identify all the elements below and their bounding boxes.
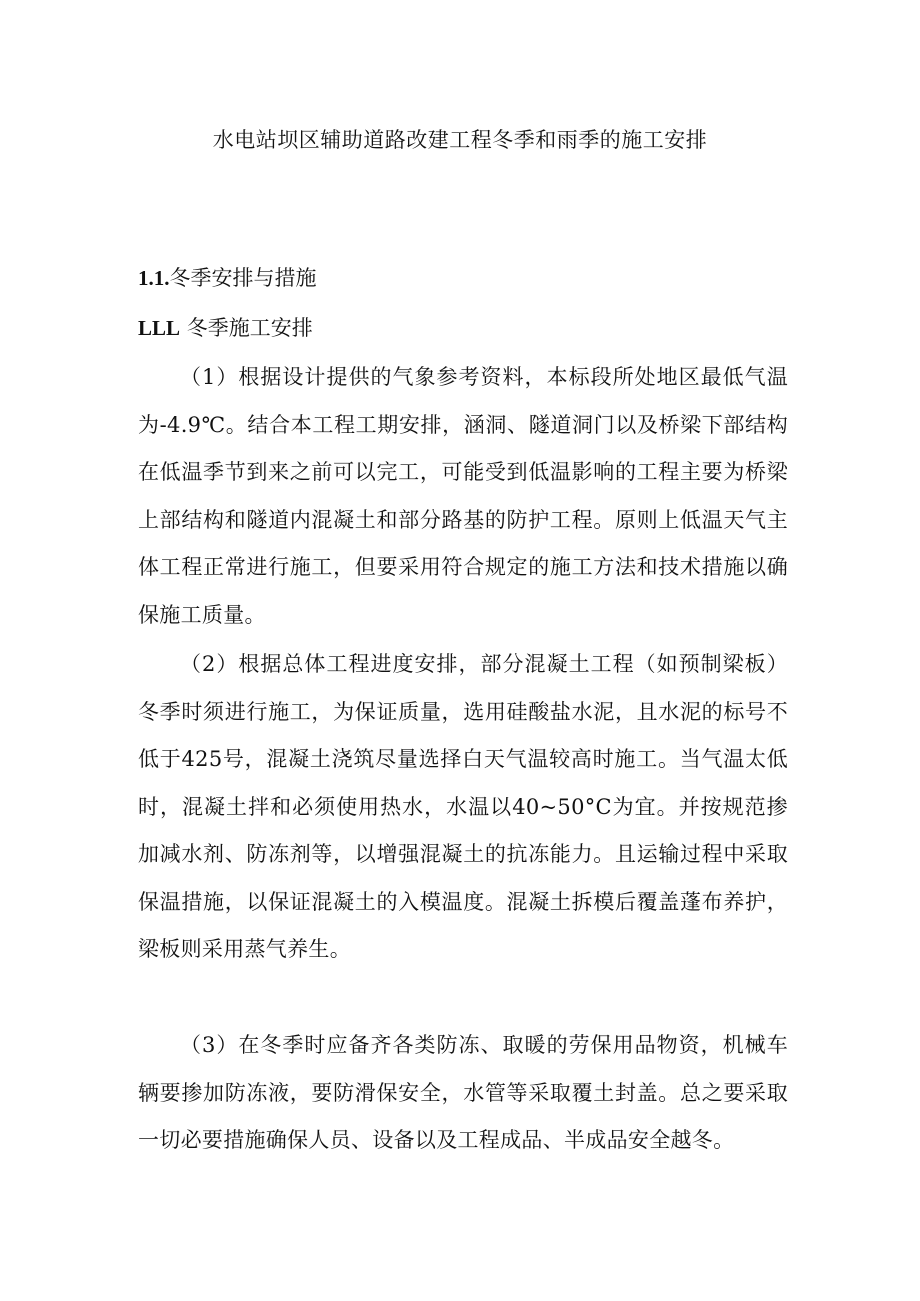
section-number: 1.1. bbox=[138, 266, 170, 290]
paragraph-3: （3）在冬季时应备齐各类防冻、取暖的劳保用品物资，机械车辆要掺加防冻液，要防滑保安全，水管等采取覆土封盖。总之要采取一切必要措施确保人员、设备以及工程成品、半成品安全越冬。 bbox=[138, 1033, 788, 1152]
subsection-title: 冬季施工安排 bbox=[180, 316, 313, 340]
section-title: 冬季安排与措施 bbox=[169, 266, 317, 290]
paragraph-2: （2）根据总体工程进度安排，部分混凝土工程（如预制梁板）冬季时须进行施工，为保证质量，选用硅酸盐水泥，且水泥的标号不低于425号，混凝土浇筑尽量选择白天气温较高时施工。当气温太低时，混凝土拌和必须使用热水，水温以40~50°C为宜。并按规范掺加减水剂、防冻剂等，以增强混凝土的抗冻能力。且运输过程中采取保温措施，以保证混凝土的入模温度。混凝土拆模后覆盖蓬布养护，梁板则采用蒸气养生。 bbox=[138, 652, 788, 961]
document-title: 水电站坝区辅助道路改建工程冬季和雨季的施工安排 bbox=[212, 128, 708, 152]
subsection-number: LLL bbox=[138, 316, 181, 340]
paragraph-1: （1）根据设计提供的气象参考资料，本标段所处地区最低气温为-4.9℃。结合本工程工期安排，涵洞、隧道洞门以及桥梁下部结构在低温季节到来之前可以完工，可能受到低温影响的工程主要为桥梁上部结构和隧道内混凝土和部分路基的防护工程。原则上低温天气主体工程正常进行施工，但要采用符合规定的施工方法和技术措施以确保施工质量。 bbox=[138, 365, 788, 627]
subsection-heading bbox=[138, 312, 313, 344]
section-heading bbox=[138, 262, 317, 294]
